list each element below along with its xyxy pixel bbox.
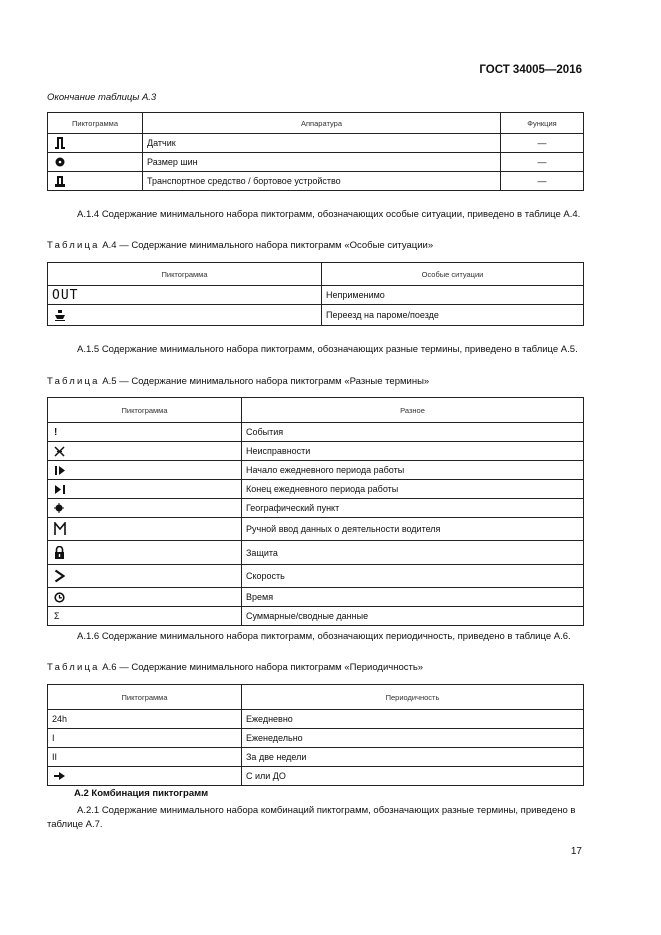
two-weeks-icon: II xyxy=(48,748,242,767)
speed-icon xyxy=(48,565,242,588)
start-period-icon xyxy=(48,461,242,480)
caption-text: А.5 — Содержание минимального набора пиктограмм «Разные термины» xyxy=(102,376,430,387)
table-cell: Суммарные/сводные данные xyxy=(242,607,584,626)
location-icon xyxy=(48,499,242,518)
table-row xyxy=(48,442,584,461)
column-header: Разное xyxy=(242,398,584,423)
table-row xyxy=(48,767,584,786)
vehicle-unit-icon xyxy=(48,172,143,191)
table-row xyxy=(48,134,584,153)
table-row xyxy=(48,607,584,626)
table-cell: Время xyxy=(242,588,584,607)
table-cell: Защита xyxy=(242,541,584,565)
table-cell: Начало ежедневного периода работы xyxy=(242,461,584,480)
column-header: Периодичность xyxy=(242,685,584,710)
table-cell: Размер шин xyxy=(143,153,501,172)
clock-icon xyxy=(48,588,242,607)
table-cell: Транспортное средство / бортовое устройство xyxy=(143,172,501,191)
tyre-icon xyxy=(48,153,143,172)
table-row xyxy=(48,305,584,326)
table-cell: Неприменимо xyxy=(322,286,584,305)
table-row xyxy=(48,480,584,499)
out-icon: OUT xyxy=(48,286,322,305)
table-cell: — xyxy=(501,153,584,172)
table-row xyxy=(48,461,584,480)
column-header: Пиктограмма xyxy=(48,685,242,710)
weekly-icon: I xyxy=(48,729,242,748)
table-cell: С или ДО xyxy=(242,767,584,786)
table-row xyxy=(48,518,584,541)
paragraph-a14: A.1.4 Содержание минимального набора пиктограмм, обозначающих особые ситуации, приведено в таблице А.4. xyxy=(77,209,581,220)
column-header: Пиктограмма xyxy=(48,398,242,423)
daily-icon: 24h xyxy=(48,710,242,729)
table-a5 xyxy=(47,397,584,626)
table-a4-caption xyxy=(47,240,433,251)
caption-prefix: Таблица xyxy=(47,662,100,673)
table-row xyxy=(48,565,584,588)
table-cell: — xyxy=(501,134,584,153)
table-row xyxy=(48,423,584,442)
paragraph-a15: А.1.5 Содержание минимального набора пиктограмм, обозначающих разные термины, приведено в таблице А.5. xyxy=(77,344,578,355)
table-cell: Неисправности xyxy=(242,442,584,461)
caption-text: А.6 — Содержание минимального набора пиктограмм «Периодичность» xyxy=(102,662,424,673)
table-row xyxy=(48,286,584,305)
column-header: Пиктограмма xyxy=(48,263,322,286)
table-cell: За две недели xyxy=(242,748,584,767)
table-a3 xyxy=(47,112,584,191)
column-header: Функция xyxy=(501,113,584,134)
table-cell: Скорость xyxy=(242,565,584,588)
table-row xyxy=(48,541,584,565)
from-to-icon xyxy=(48,767,242,786)
column-header: Особые ситуации xyxy=(322,263,584,286)
table-cell: События xyxy=(242,423,584,442)
table-cell: Ручной ввод данных о деятельности водителя xyxy=(242,518,584,541)
end-period-icon xyxy=(48,480,242,499)
caption-text: А.4 — Содержание минимального набора пиктограмм «Особые ситуации» xyxy=(102,240,434,251)
page-number: 17 xyxy=(570,846,582,857)
table-row xyxy=(48,588,584,607)
table-row xyxy=(48,499,584,518)
column-header: Пиктограмма xyxy=(48,113,143,134)
fault-icon xyxy=(48,442,242,461)
table-row xyxy=(48,153,584,172)
lock-icon xyxy=(48,541,242,565)
section-a2-title: А.2 Комбинация пиктограмм xyxy=(74,788,209,799)
table-row xyxy=(48,729,584,748)
table-cell: Географический пункт xyxy=(242,499,584,518)
table-cell: Еженедельно xyxy=(242,729,584,748)
table-cell: Ежедневно xyxy=(242,710,584,729)
sensor-icon xyxy=(48,134,143,153)
paragraph-a16: А.1.6 Содержание минимального набора пиктограмм, обозначающих периодичность, приведено в таблице А.6. xyxy=(77,631,571,642)
caption-prefix: Таблица xyxy=(47,376,100,387)
table-a3-caption: Окончание таблицы А.3 xyxy=(47,92,157,103)
document-header: ГОСТ 34005—2016 xyxy=(479,64,582,76)
table-a4 xyxy=(47,262,584,326)
sum-icon: Σ xyxy=(48,607,242,626)
ferry-train-icon xyxy=(48,305,322,326)
table-row xyxy=(48,710,584,729)
table-a5-caption xyxy=(47,376,429,387)
paragraph-a21: А.2.1 Содержание минимального набора комбинаций пиктограмм, обозначающих разные термины, приведено в таблице А.7. xyxy=(47,805,576,830)
table-row xyxy=(48,172,584,191)
table-a6-caption xyxy=(47,662,423,673)
table-row xyxy=(48,748,584,767)
caption-prefix: Таблица xyxy=(47,240,100,251)
table-cell: Переезд на пароме/поезде xyxy=(322,305,584,326)
table-cell: Датчик xyxy=(143,134,501,153)
table-a6 xyxy=(47,684,584,786)
table-cell: — xyxy=(501,172,584,191)
manual-entry-icon xyxy=(48,518,242,541)
exclamation-icon: ! xyxy=(48,423,242,442)
column-header: Аппаратура xyxy=(143,113,501,134)
table-cell: Конец ежедневного периода работы xyxy=(242,480,584,499)
